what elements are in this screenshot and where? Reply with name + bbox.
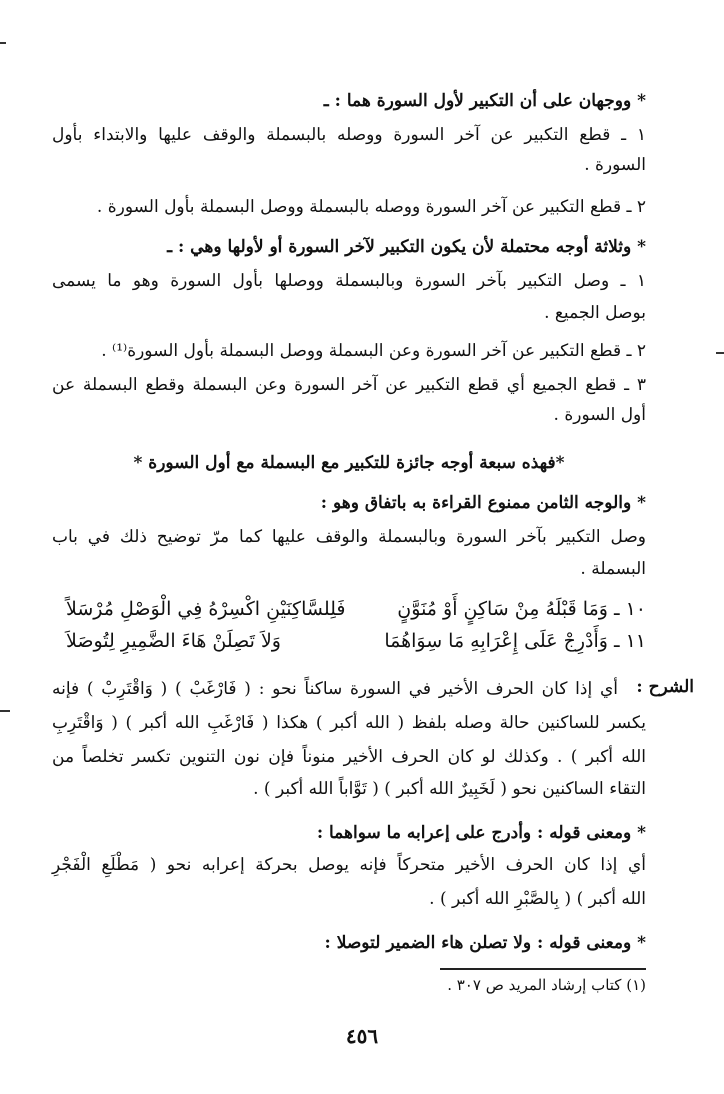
scan-mark [716,352,724,354]
text-line: السورة . [584,155,646,175]
text-line: البسملة . [580,559,646,579]
heading-meaning-1: * ومعنى قوله : وأدرج على إعرابه ما سواهما : [316,823,646,843]
text-line: وصل التكبير بآخر السورة وبالبسملة والوقف عليها كما مرّ توضيح ذلك في باب [52,527,646,547]
sharh-label: الشرح : [636,677,694,697]
text-line: الله أكبر ) . وكذلك لو كان الحرف الأخير منوناً فإن نون التنوين تكسر تخلصاً من [52,747,646,767]
summary-heading: *فهذه سبعة أوجه جائزة للتكبير مع البسملة مع أول السورة * [133,453,565,473]
footnote-divider [440,968,646,970]
scan-mark [0,42,6,44]
heading-eighth-aspect: * والوجه الثامن ممنوع القراءة به باتفاق وهو : [320,493,646,513]
text-line: الله أكبر ) ( بِالصَّبْرِ الله أكبر ) . [429,889,646,909]
text-line: ١ ـ قطع التكبير عن آخر السورة ووصله بالبسملة والوقف عليها والابتداء بأول [52,125,646,145]
text-line: أول السورة . [553,405,646,425]
verse-10-second-hemistich: فَلِلسَّاكِنَيْنِ اكْسِرْهُ فِي الْوَصْلِ مُرْسَلاً [66,598,346,620]
text-line: بوصل الجميع . [544,303,646,323]
text-line: أي إذا كان الحرف الأخير في السورة ساكناً نحو : ( فَارْغَبْ ) ( وَاقْتَرِبْ ) فإنه [52,679,618,699]
footnote: (١) كتاب إرشاد المريد ص ٣٠٧ . [447,976,646,994]
heading-two-aspects: * ووجهان على أن التكبير لأول السورة هما : ـ [323,91,646,111]
heading-three-aspects: * وثلاثة أوجه محتملة لأن يكون التكبير لآخر السورة أو لأولها وهي : ـ [167,237,646,257]
text-line: التقاء الساكنين نحو ( لَخَبِيرٌ الله أكبر ) ( تَوَّاباً الله أكبر ) . [253,779,646,799]
text-line: ٢ ـ قطع التكبير عن آخر السورة وعن البسملة ووصل البسملة بأول السورة⁽¹⁾ . [101,341,646,361]
text-line: يكسر للساكنين حالة وصله بلفظ ( الله أكبر ) هكذا ( فَارْغَبِ الله أكبر ) ( وَاقْتَرِبِ [52,713,646,733]
text-line: ١ ـ وصل التكبير بآخر السورة وبالبسملة ووصلها بأول السورة وهو ما يسمى [52,271,646,291]
text-line: ٣ ـ قطع الجميع أي قطع التكبير عن آخر السورة وعن البسملة وقطع البسملة عن [52,375,646,395]
heading-meaning-2: * ومعنى قوله : ولا تصلن هاء الضمير لتوصلا : [324,933,646,953]
scan-mark [0,710,10,712]
page-number: ٤٥٦ [345,1024,379,1048]
text-line: ٢ ـ قطع التكبير عن آخر السورة ووصله بالبسملة ووصل البسملة بأول السورة . [96,197,646,217]
verse-10-first-hemistich: ١٠ ـ وَمَا قَبْلَهُ مِنْ سَاكِنٍ أَوْ مُنَوَّنٍ [397,598,646,620]
verse-11-first-hemistich: ١١ ـ وَأَدْرِجْ عَلَى إِعْرَابِهِ مَا سِوَاهُمَا [384,630,646,652]
text-line: أي إذا كان الحرف الأخير متحركاً فإنه يوصل بحركة إعرابه نحو ( مَطْلَعِ الْفَجْرِ [52,855,646,875]
verse-11-second-hemistich: وَلاَ تَصِلَنْ هَاءَ الضَّمِيرِ لِتُوصَلاَ [66,630,281,652]
